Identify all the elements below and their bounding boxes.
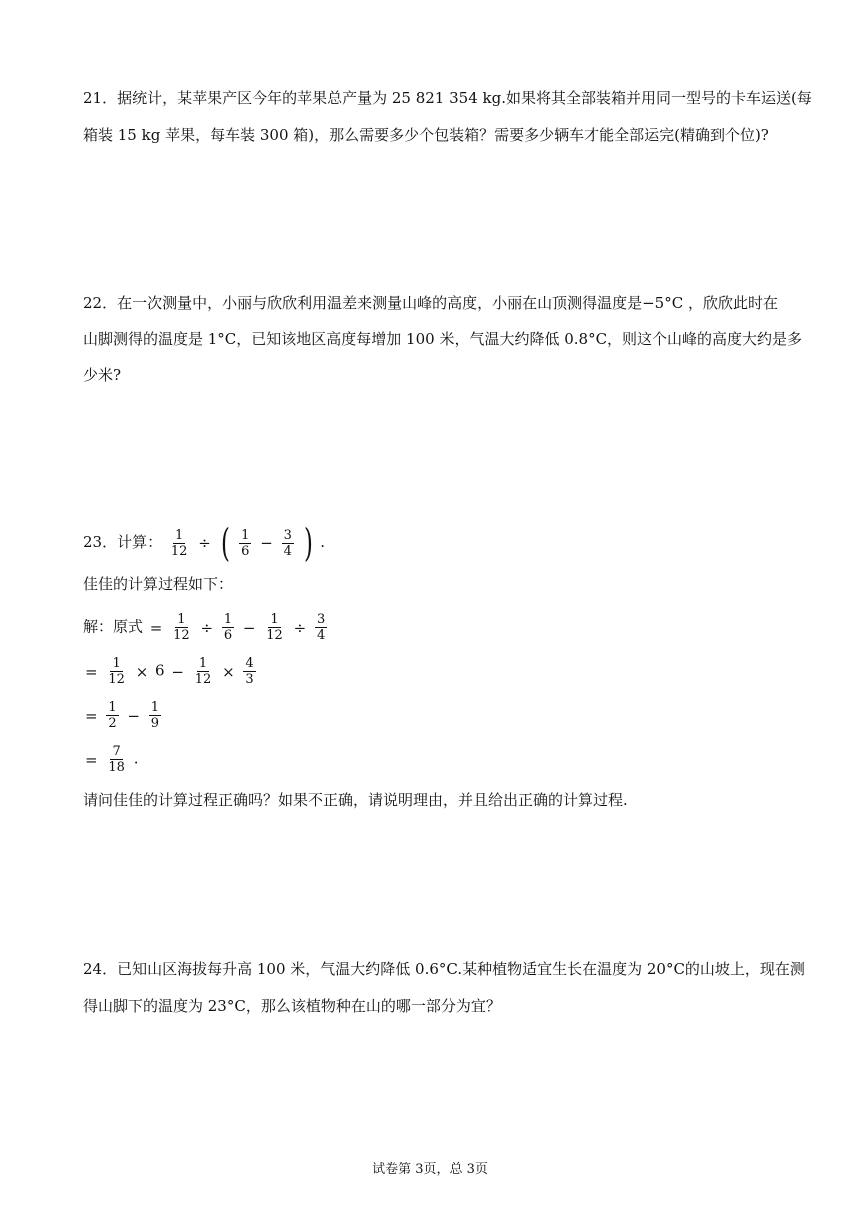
q23-step2 (83, 656, 258, 687)
q23-step4 (83, 744, 138, 775)
q23-step3 (83, 700, 163, 731)
operator: ÷ (293, 618, 307, 637)
q23-question: 请问佳佳的计算过程正确吗？如果不正确，请说明理由，并且给出正确的计算过程. (83, 791, 628, 809)
operator: − (127, 706, 140, 725)
q22-line2: 山脚测得的温度是 1°C，已知该地区高度每增加 100 米，气温大约降低 0.8°C，则这个山峰的高度大约是多 (83, 330, 803, 348)
operator: − (242, 618, 256, 637)
q22-line1: 22．在一次测量中，小丽与欣欣利用温差来测量山峰的高度，小丽在山顶测得温度是−5°C ，欣欣此时在 (83, 294, 778, 312)
left-paren: ( (220, 521, 230, 565)
q22-line3: 少米? (83, 366, 122, 384)
operator: − (260, 534, 273, 552)
fraction: $\frac{4}{3}$ (245, 656, 254, 687)
fraction: $\frac{1}{12}$ (194, 656, 212, 687)
q24-line1: 24．已知山区海拔每升高 100 米，气温大约降低 0.6°C.某种植物适宜生长在温度为 20°C的山坡上，现在测 (83, 960, 805, 978)
right-paren: ) (303, 521, 313, 565)
fraction: $\frac{3}{4}$ (283, 527, 292, 559)
q21-line1: 21．据统计，某苹果产区今年的苹果总产量为 25 821 354 kg.如果将其全部装箱并用同一型号的卡车运送(每 (83, 89, 812, 107)
q23-expression (83, 521, 326, 565)
fraction: $\frac{1}{6}$ (241, 527, 250, 559)
operator: ÷ (200, 618, 214, 637)
operator: × (222, 662, 235, 681)
number: 6 (155, 661, 165, 680)
operator: − (171, 662, 184, 681)
fraction: $\frac{1}{12}$ (170, 527, 188, 559)
fraction: $\frac{1}{6}$ (223, 612, 233, 643)
fraction: $\frac{1}{12}$ (266, 612, 283, 643)
operator: = (85, 706, 98, 725)
q24-line2: 得山脚下的温度为 23°C，那么该植物种在山的哪一部分为宜？ (83, 997, 501, 1015)
fraction: $\frac{1}{9}$ (150, 700, 160, 731)
fraction: $\frac{1}{12}$ (108, 656, 125, 687)
q23-step1 (83, 612, 329, 643)
operator: ÷ (198, 534, 211, 552)
operator: = (85, 750, 98, 769)
solution-label: 解：原式 (83, 617, 144, 636)
q21-line2: 箱装 15 kg 苹果，每车装 300 箱)，那么需要多少个包装箱？需要多少辆车才能全部运完(精确到个位)? (83, 126, 769, 144)
fraction: $\frac{3}{4}$ (316, 612, 326, 643)
operator: = (85, 662, 98, 681)
fraction: $\frac{7}{18}$ (108, 744, 125, 775)
operator: × (135, 662, 149, 681)
period: . (133, 749, 139, 768)
q23-prefix: 23．计算： (83, 533, 163, 551)
period: . (320, 533, 326, 551)
operator: = (149, 618, 163, 637)
fraction: $\frac{1}{2}$ (108, 700, 117, 731)
fraction: $\frac{1}{12}$ (173, 612, 190, 643)
page-footer: 试卷第 3页，总 3页 (372, 1162, 488, 1177)
q23-intro: 佳佳的计算过程如下： (83, 575, 234, 593)
